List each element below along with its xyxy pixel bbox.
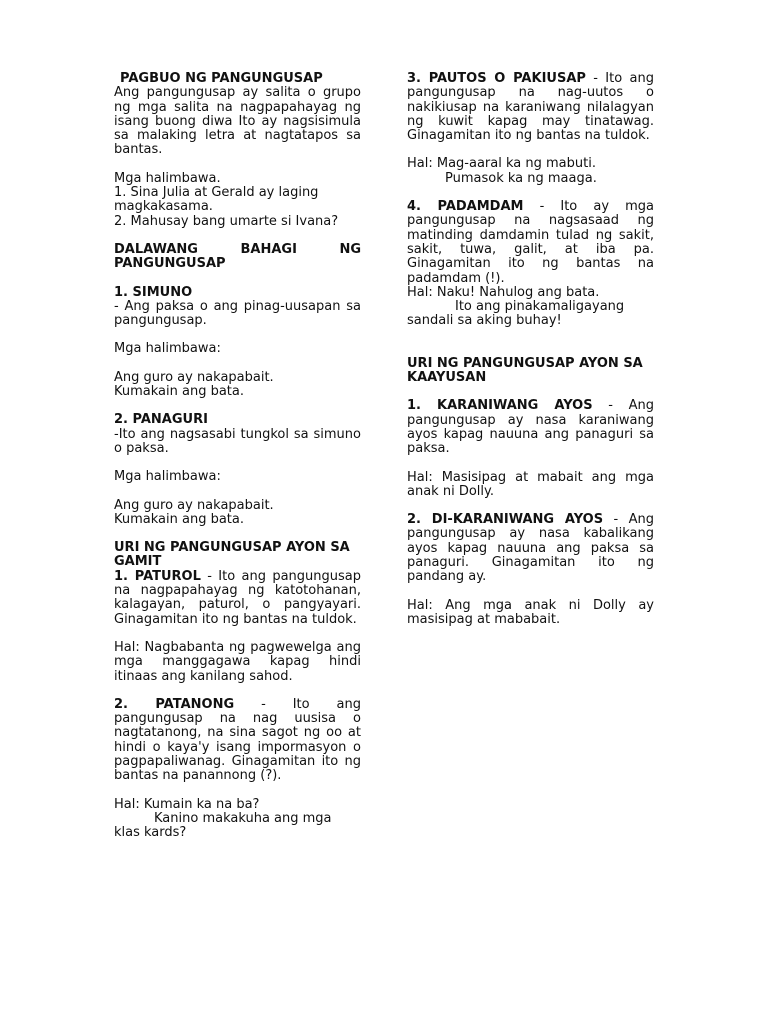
dikaraniwang-example: Hal: Ang mga anak ni Dolly ay masisipag at mababait. (407, 597, 654, 627)
karaniwang-term: 1. KARANIWANG AYOS (407, 398, 593, 414)
panaguri-definition: -Ito ang nagsasabi tungkol sa simuno o paksa. (114, 426, 361, 456)
patanong-paragraph (114, 698, 361, 784)
patanong-definition: - Ito ang pangungusap na nag uusisa o nagtatanong, na sina sagot ng oo at hindi o kaya'y isang impormasyon o pagpapaliwanag. Ginagamitan ito ng bantas na panannong (?). (114, 696, 362, 784)
kaayusan-heading: URI NG PANGUNGUSAP AYON SA KAAYUSAN (407, 355, 643, 386)
dikaraniwang-paragraph (407, 513, 654, 584)
pautos-definition: - Ito ang pangungusap na nag-uutos o nakikiusap na karaniwang nilalagyan ng kuwit kapag may tinatawag. Ginagamitan ito ng bantas na tuldok. (407, 71, 655, 144)
paturol-paragraph (114, 570, 361, 627)
simuno-heading: 1. SIMUNO (114, 284, 193, 300)
padamdam-paragraph (407, 200, 654, 286)
pautos-example-1: Hal: Mag-aaral ka ng mabuti. (407, 156, 596, 172)
document-title: PAGBUO NG PANGUNGUSAP (120, 71, 323, 86)
simuno-examples-label: Mga halimbawa: (114, 341, 221, 357)
section-heading-dalawang-bahagi (114, 243, 361, 257)
paturol-term: 1. PATUROL (114, 568, 201, 584)
simuno-definition: - Ang paksa o ang pinag-uusapan sa pangungusap. (114, 298, 361, 329)
padamdam-example-1: Hal: Naku! Nahulog ang bata. (407, 284, 600, 300)
section-heading-line2: PANGUNGUSAP (114, 256, 226, 272)
panaguri-heading: 2. PANAGURI (114, 412, 208, 428)
padamdam-definition: - Ito ay mga pangungusap na nagsasaad ng matinding damdamin tulad ng sakit, sakit, tuwa, galit, at iba pa. Ginagamitan ito ng bantas na padamdam (!). (407, 199, 655, 286)
heading-word: NG (339, 241, 361, 257)
paturol-example: Hal: Nagbabanta ng pagwewelga ang mga manggagawa kapag hindi itinaas ang kanilang sahod. (114, 639, 361, 684)
panaguri-example-1: Ang guro ay nakapabait. (114, 497, 274, 513)
dikaraniwang-definition: - Ang pangungusap ay nasa kabalikang ayos kapag nauuna ang paksa sa panaguri. Ginagamitan ito ng pandang ay. (407, 512, 654, 585)
example-2: 2. Mahusay bang umarte si Ivana? (114, 213, 339, 229)
simuno-example-2: Kumakain ang bata. (114, 384, 244, 400)
karaniwang-definition: - Ang pangungusap ay nasa karaniwang ayos kapag nauuna ang panaguri sa paksa. (407, 398, 654, 457)
padamdam-example-2: Ito ang pinakamaligayang sandali sa aking buhay! (407, 299, 625, 329)
karaniwang-paragraph (407, 399, 654, 456)
examples-label: Mga halimbawa. (114, 170, 221, 186)
patanong-example-1: Hal: Kumain ka na ba? (114, 796, 260, 812)
dikaraniwang-term: 2. DI-KARANIWANG AYOS (407, 512, 604, 528)
left-column (114, 72, 361, 840)
padamdam-term: 4. PADAMDAM (407, 199, 524, 215)
paturol-definition: - Ito ang pangungusap na nagpapahayag ng katotohanan, kalagayan, paturol, o pangyayari. Ginagamitan ito ng bantas na tuldok. (114, 568, 361, 627)
heading-word: DALAWANG (114, 241, 198, 257)
pautos-term: 3. PAUTOS O PAKIUSAP (407, 71, 586, 86)
right-column (407, 72, 654, 627)
pautos-example-2: Pumasok ka ng maaga. (445, 170, 597, 186)
karaniwang-example: Hal: Masisipag at mabait ang mga anak ni Dolly. (407, 469, 654, 499)
panaguri-examples-label: Mga halimbawa: (114, 469, 221, 485)
simuno-example-1: Ang guro ay nakapabait. (114, 369, 274, 385)
pautos-paragraph (407, 72, 654, 143)
panaguri-example-2: Kumakain ang bata. (114, 511, 244, 527)
example-1: 1. Sina Julia at Gerald ay laging magkakasama. (114, 185, 319, 215)
patanong-term: 2. PATANONG (114, 696, 235, 712)
gamit-heading: URI NG PANGUNGUSAP AYON SA GAMIT (114, 540, 350, 570)
intro-paragraph: Ang pangungusap ay salita o grupo ng mga salita na nagpapahayag ng isang buong diwa Ito ay nagsisimula sa malaking letra at nagtatapos sa bantas. (114, 85, 361, 158)
heading-word: BAHAGI (240, 241, 297, 257)
patanong-example-2: Kanino makakuha ang mga klas kards? (114, 810, 332, 841)
